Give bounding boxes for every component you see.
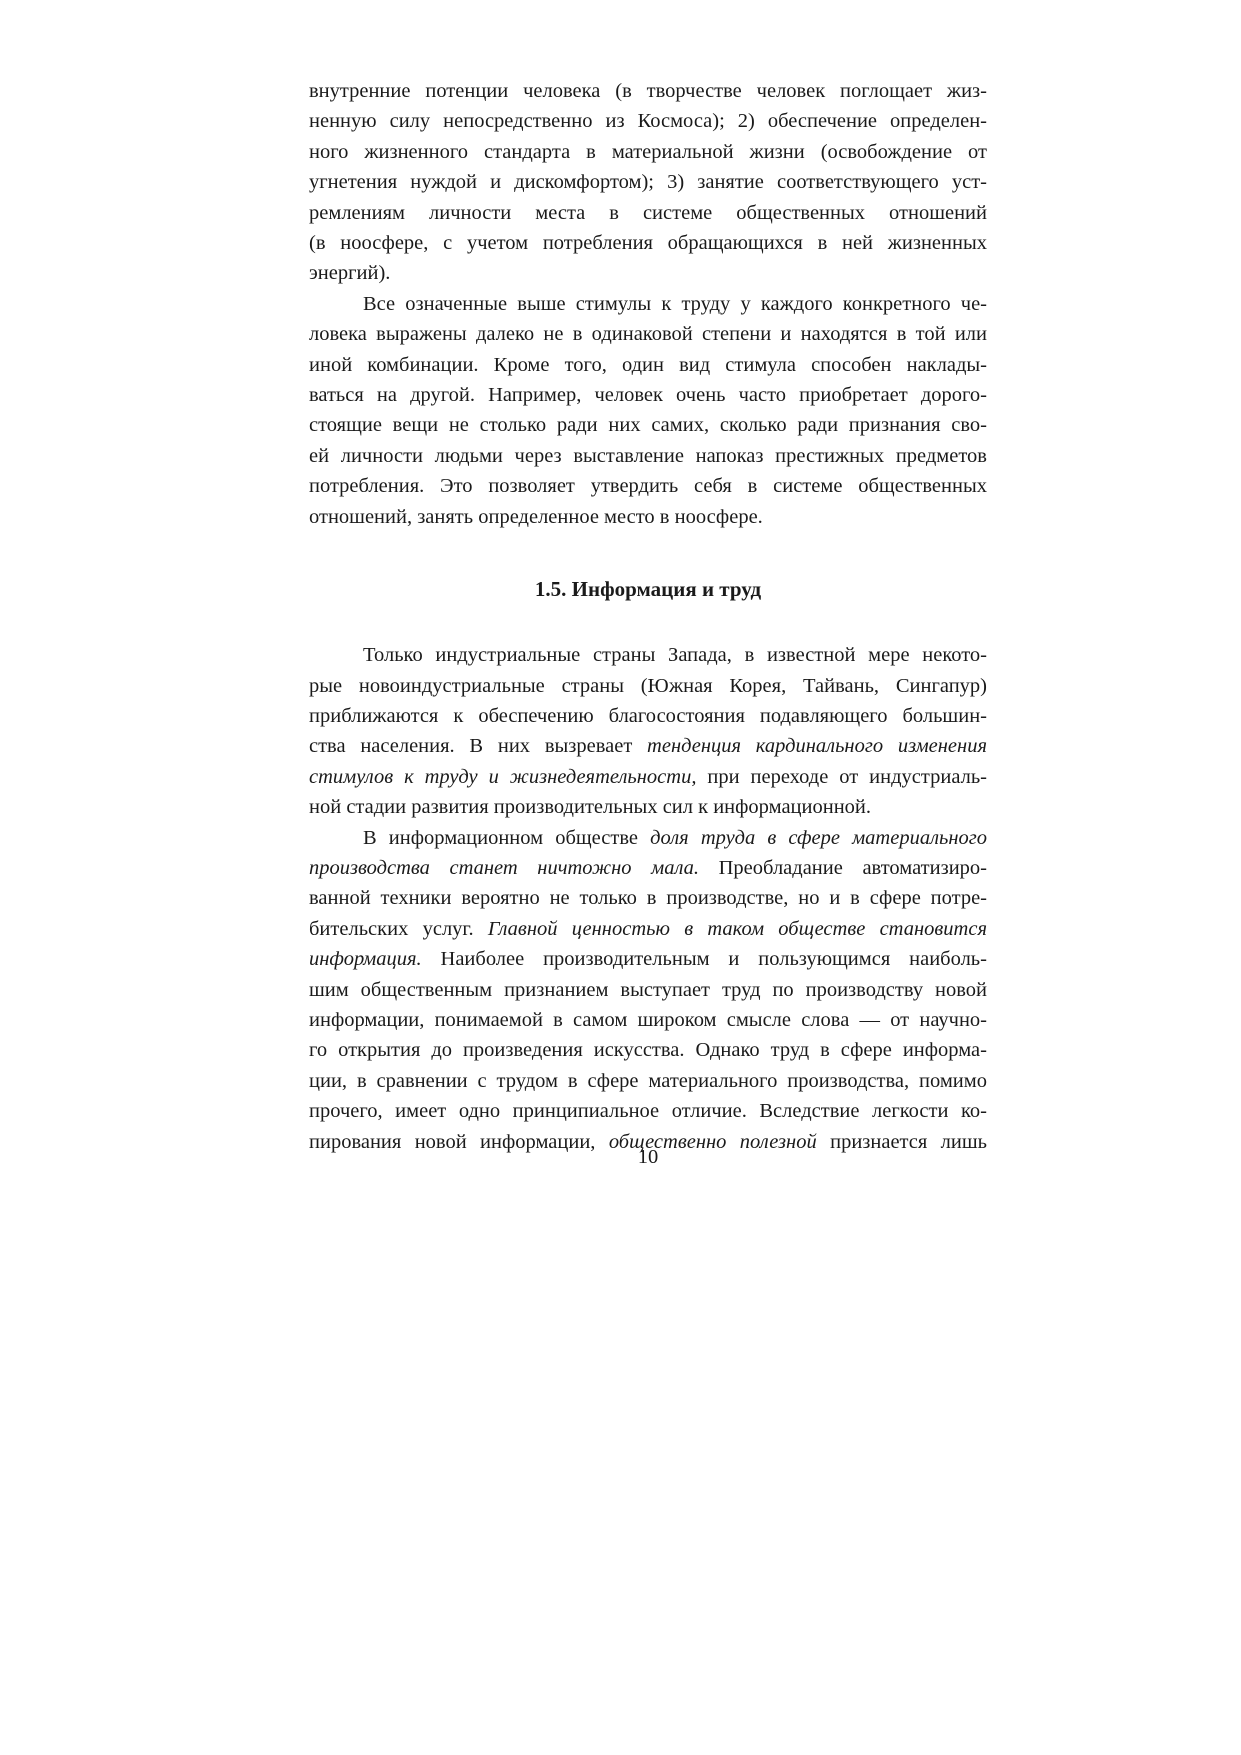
text-span: признается лишь — [816, 1130, 987, 1153]
emphasis-text: Главной ценностью в таком обществе становится — [487, 917, 987, 940]
text-line: ванной техники вероятно не только в производстве, но и в сфере потре- — [309, 887, 987, 910]
emphasis-text: доля труда в сфере материального — [650, 826, 988, 849]
text-line — [309, 914, 987, 944]
paragraph-2 — [309, 289, 987, 532]
text-line: Все означенные выше стимулы к труду у каждого конкретного че- — [363, 292, 987, 315]
emphasis-text: информация. — [309, 948, 422, 971]
text-line: стоящие вещи не столько ради них самих, сколько ради признания сво- — [309, 414, 987, 437]
text-span: Наиболее производительным и пользующимся наиболь- — [421, 948, 987, 971]
text-line: угнетения нуждой и дискомфортом); 3) занятие соответствующего уст- — [309, 171, 987, 194]
section-heading: 1.5. Информация и труд — [534, 577, 762, 602]
emphasis-text: производства станет ничтожно мала. — [309, 856, 700, 879]
text-line: иной комбинации. Кроме того, один вид стимула способен наклады- — [309, 353, 987, 376]
text-line: ного жизненного стандарта в материальной жизни (освобождение от — [309, 140, 987, 163]
text-line: потребления. Это позволяет утвердить себя в системе общественных — [309, 475, 987, 498]
emphasis-text: стимулов к труду и жизнедеятельности, — [309, 765, 697, 788]
text-line — [309, 944, 987, 974]
page-body — [309, 76, 987, 1157]
page-number: 10 — [637, 1146, 659, 1168]
text-line — [309, 823, 987, 853]
text-line: энергий). — [309, 262, 391, 285]
text-line: го открытия до произведения искусства. Однако труд в сфере информа- — [309, 1039, 987, 1062]
text-line: внутренние потенции человека (в творчестве человек поглощает жиз- — [309, 80, 987, 102]
emphasis-text: общественно полезной — [608, 1130, 817, 1153]
text-line: приближаются к обеспечению благосостояния подавляющего большин- — [309, 704, 987, 727]
text-line: отношений, занять определенное место в ноосфере. — [309, 505, 763, 528]
text-line: ей личности людьми через выставление напоказ престижных предметов — [309, 444, 987, 467]
text-line: (в ноосфере, с учетом потребления обращающихся в ней жизненных — [309, 232, 987, 255]
text-line: ной стадии развития производительных сил к информационной. — [309, 796, 872, 819]
text-line: информации, понимаемой в самом широком смысле слова — от научно- — [309, 1008, 987, 1031]
text-line: ненную силу непосредственно из Космоса); 2) обеспечение определен- — [309, 110, 987, 133]
text-line: рые новоиндустриальные страны (Южная Корея, Тайвань, Сингапур) — [309, 674, 987, 697]
text-line: шим общественным признанием выступает труд по производству новой — [309, 978, 987, 1001]
text-line: Только индустриальные страны Запада, в известной мере некото- — [363, 644, 987, 667]
text-line: ции, в сравнении с трудом в сфере материального производства, помимо — [309, 1069, 987, 1092]
paragraph-4 — [309, 823, 987, 1157]
text-span: пирования новой информации, — [309, 1130, 609, 1153]
text-span: бительских услуг. — [309, 917, 488, 940]
paragraph-3 — [309, 640, 987, 822]
text-line: прочего, имеет одно принципиальное отличие. Вследствие легкости ко- — [309, 1100, 987, 1123]
text-line — [309, 731, 987, 761]
text-line: ловека выражены далеко не в одинаковой степени и находятся в той или — [309, 323, 987, 346]
text-line — [309, 762, 987, 792]
text-span: при переходе от индустриаль- — [696, 765, 987, 788]
text-line: ваться на другой. Например, человек очень часто приобретает дорого- — [309, 384, 987, 407]
text-span: ства населения. В них вызревает — [309, 735, 648, 758]
text-line — [309, 853, 987, 883]
text-span: В информационном обществе — [363, 826, 651, 849]
paragraph-1 — [309, 76, 987, 289]
emphasis-text: тенденция кардинального изменения — [647, 735, 987, 758]
text-span: Преобладание автоматизиро- — [699, 856, 987, 879]
text-line: ремлениям личности места в системе общественных отношений — [309, 201, 987, 224]
